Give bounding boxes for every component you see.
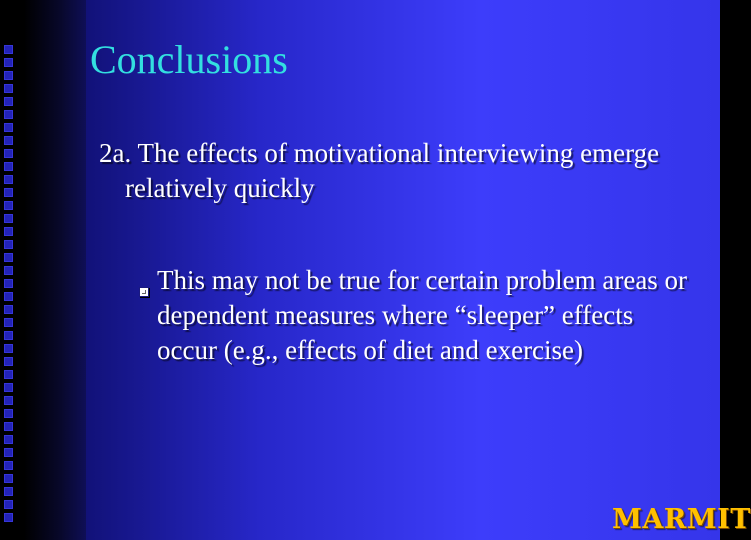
decorative-square — [4, 58, 13, 67]
decorative-square — [4, 201, 13, 210]
decorative-square-column — [4, 45, 16, 535]
decorative-square — [4, 461, 13, 470]
marmit-logo: MARMIT — [612, 504, 751, 535]
decorative-square — [4, 344, 13, 353]
sub-point-text: This may not be true for certain problem areas or dependent measures where “sleeper” effects occur (e.g., effects of diet and exercise) — [157, 265, 688, 365]
decorative-square — [4, 136, 13, 145]
decorative-square — [4, 357, 13, 366]
hollow-square-bullet-icon — [139, 287, 149, 297]
decorative-square — [4, 422, 13, 431]
left-decorative-bar — [0, 0, 86, 540]
decorative-square — [4, 110, 13, 119]
decorative-square — [4, 266, 13, 275]
decorative-square — [4, 71, 13, 80]
decorative-square — [4, 175, 13, 184]
decorative-square — [4, 45, 13, 54]
decorative-square — [4, 227, 13, 236]
decorative-square — [4, 383, 13, 392]
decorative-square — [4, 331, 13, 340]
decorative-square — [4, 214, 13, 223]
decorative-square — [4, 435, 13, 444]
decorative-square — [4, 474, 13, 483]
decorative-square — [4, 97, 13, 106]
decorative-square — [4, 513, 13, 522]
decorative-square — [4, 487, 13, 496]
decorative-square — [4, 318, 13, 327]
decorative-square — [4, 240, 13, 249]
decorative-square — [4, 409, 13, 418]
slide-title: Conclusions — [90, 37, 288, 82]
decorative-square — [4, 279, 13, 288]
decorative-square — [4, 305, 13, 314]
decorative-square — [4, 123, 13, 132]
decorative-square — [4, 448, 13, 457]
decorative-square — [4, 292, 13, 301]
decorative-square — [4, 253, 13, 262]
decorative-square — [4, 500, 13, 509]
decorative-square — [4, 396, 13, 405]
decorative-square — [4, 149, 13, 158]
decorative-square — [4, 162, 13, 171]
main-point-text: 2a. The effects of motivational interviewing emerge relatively quickly — [99, 138, 660, 203]
decorative-square — [4, 188, 13, 197]
decorative-square — [4, 84, 13, 93]
decorative-square — [4, 370, 13, 379]
